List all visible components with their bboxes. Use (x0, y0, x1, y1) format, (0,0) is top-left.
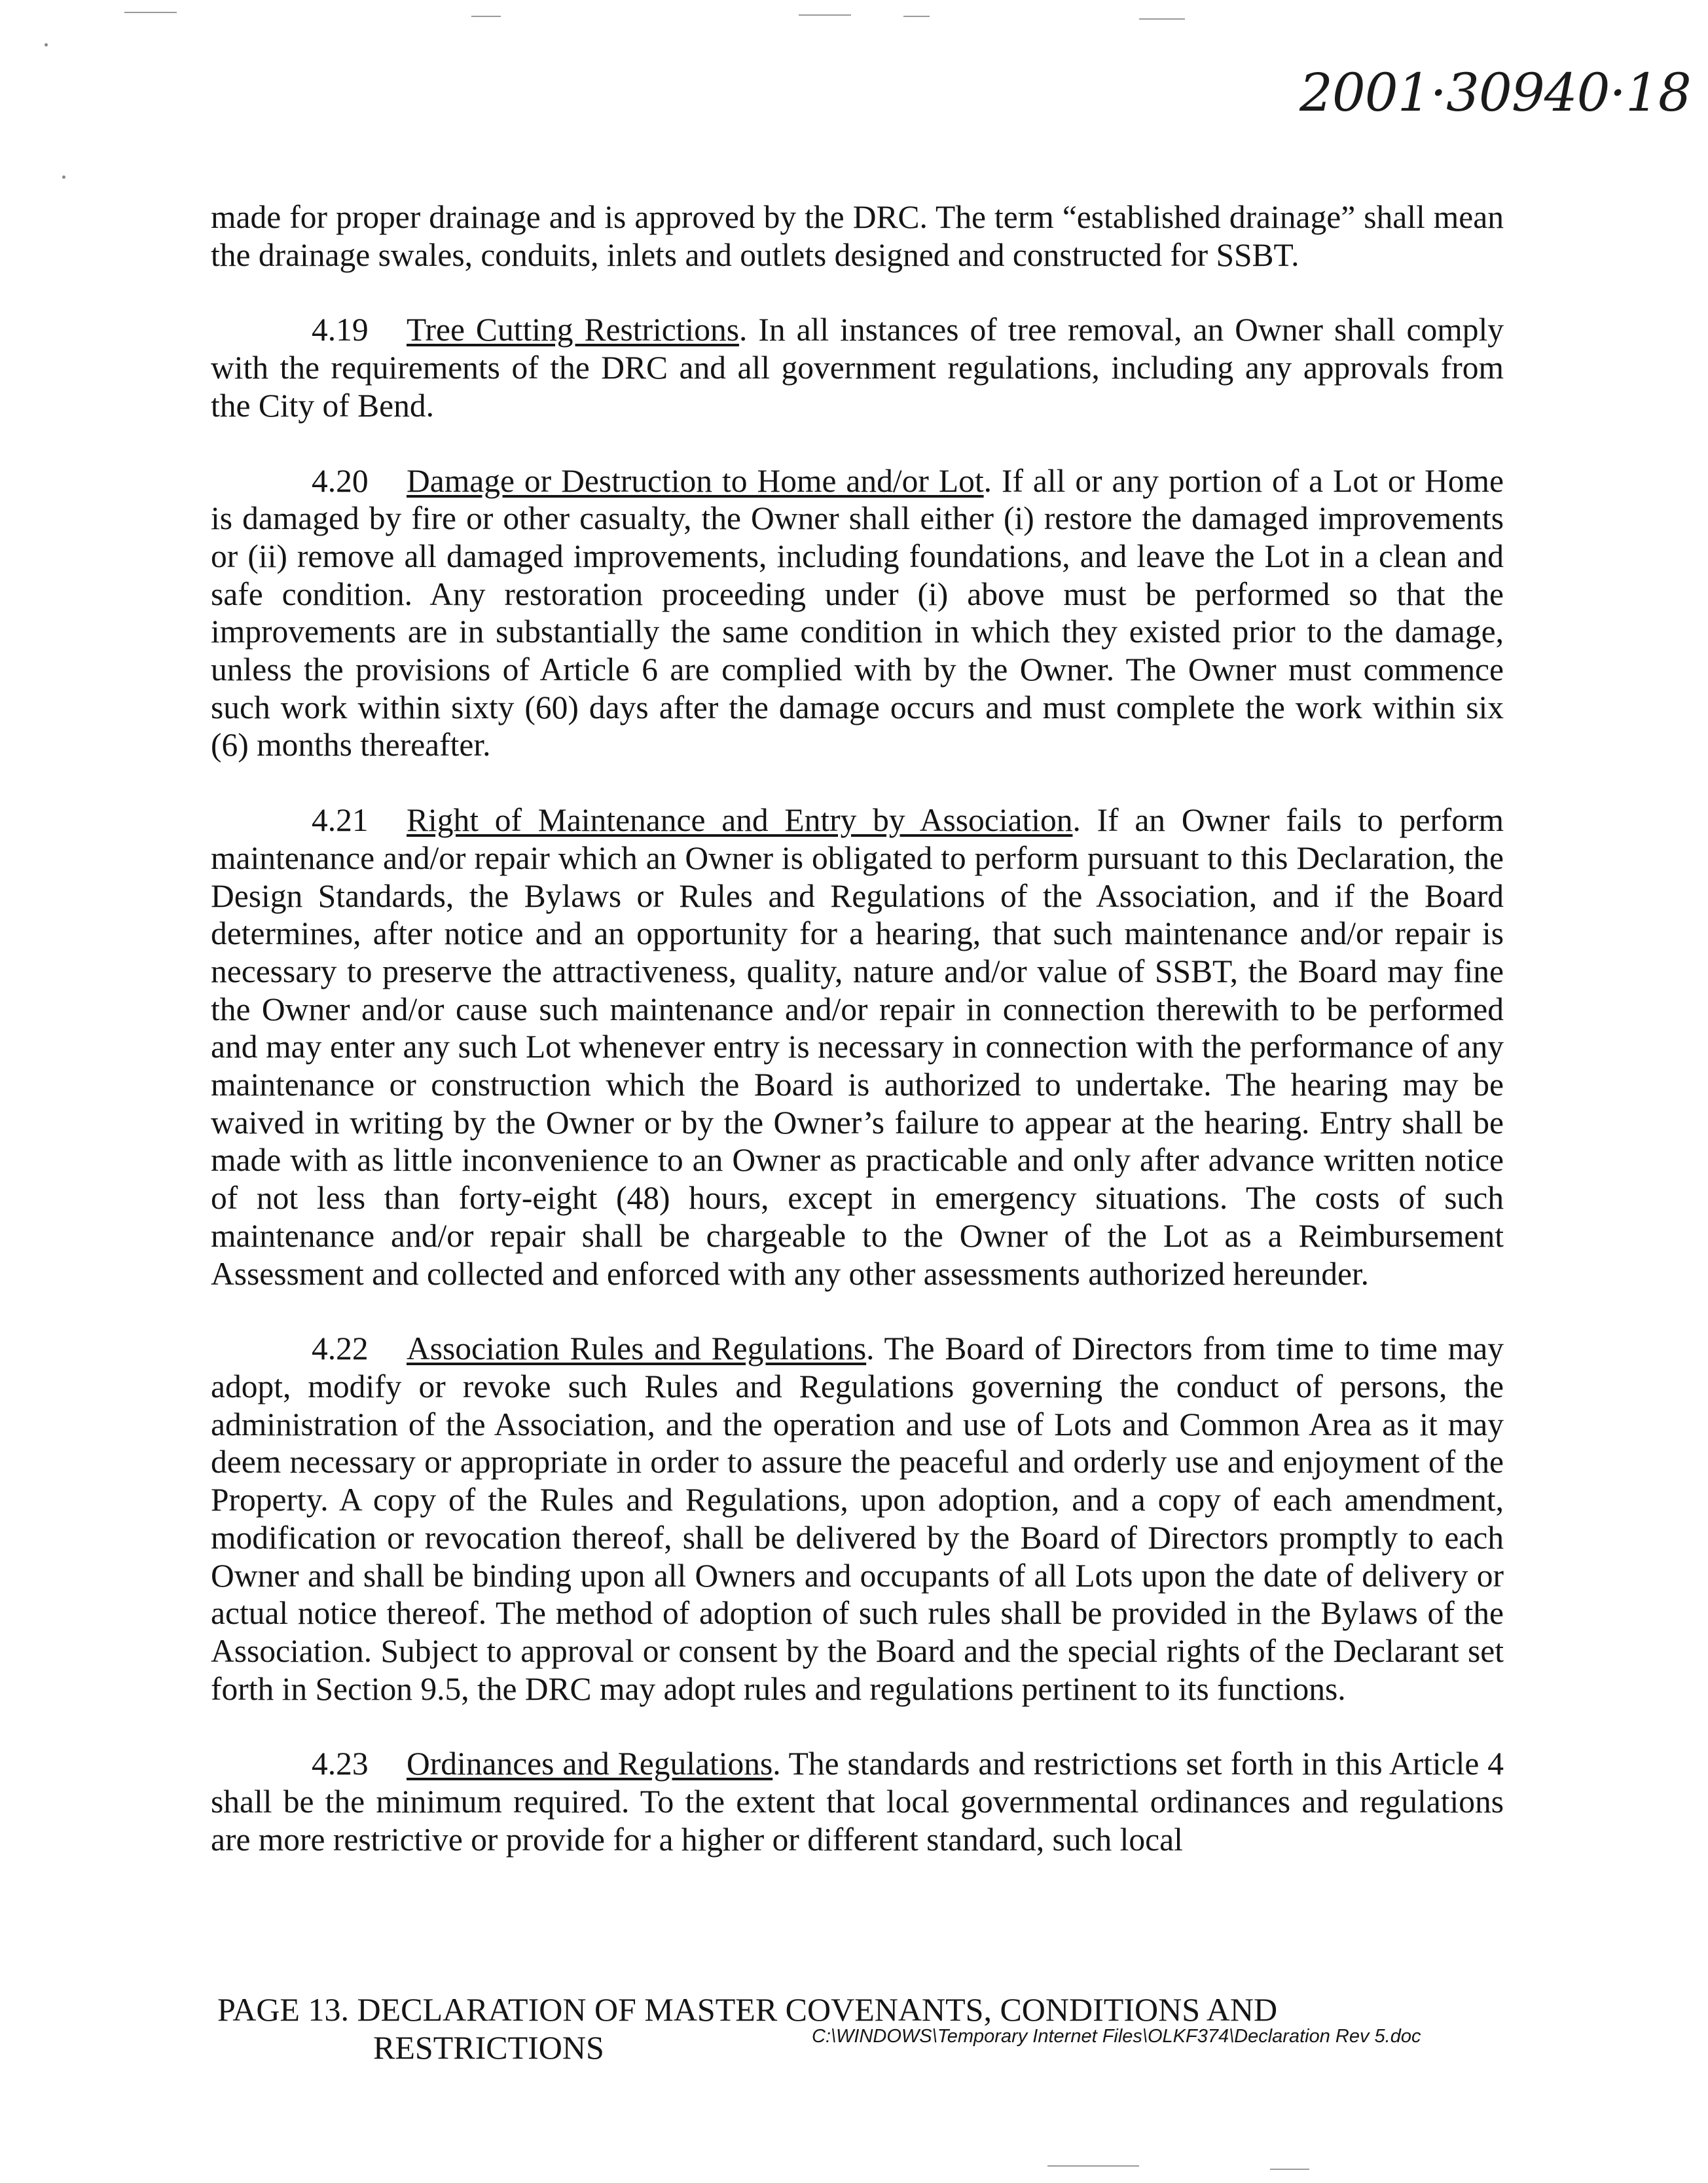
section-title: Damage or Destruction to Home and/or Lot (407, 462, 984, 499)
section-number: 4.21 (312, 802, 369, 839)
section-4-21 (211, 801, 1504, 1293)
section-title: Ordinances and Regulations (407, 1746, 773, 1782)
scan-artifact (903, 16, 930, 17)
section-text: . The Board of Directors from time to time may adopt, modify or revoke such Rules and Regulations governing the conduct of persons, the administration of the Association, and the operation and use of Lots and Common Area as it may deem necessary or appropriate in order to assure the peaceful and orderly use and enjoyment of the Property. A copy of the Rules and Regulations, upon adoption, and a copy of each amendment, modification or revocation thereof, shall be delivered by the Board of Directors promptly to each Owner and shall be binding upon all Owners and occupants of all Lots upon the date of delivery or actual notice thereof. The method of adoption of such rules shall be provided in the Bylaws of the Association. Subject to approval or consent by the Board and the special rights of the Declarant set forth in Section 9.5, the DRC may adopt rules and regulations pertinent to its functions. (211, 1330, 1504, 1707)
section-text: . The standards and restrictions set forth in this Article 4 shall be the minimum required. To the extent that local governmental ordinances and regulations are more restrictive or provide for a higher or different standard, such local (211, 1746, 1504, 1858)
section-4-22 (211, 1330, 1504, 1708)
scan-artifact (124, 12, 177, 13)
document-body (211, 198, 1504, 1896)
document-number-stamp: 2001·30940·18 (1299, 62, 1691, 123)
scan-artifact (45, 43, 48, 46)
section-4-19 (211, 311, 1504, 424)
section-number: 4.20 (312, 462, 369, 499)
scan-artifact (1047, 2165, 1139, 2167)
section-title: Right of Maintenance and Entry by Association (407, 802, 1073, 839)
section-title: Tree Cutting Restrictions (407, 312, 739, 348)
section-number: 4.19 (312, 312, 369, 348)
section-text: . In all instances of tree removal, an Owner shall comply with the requirements of the DRC and all government regulations, including any approvals from the City of Bend. (211, 312, 1504, 424)
paragraph-intro (211, 198, 1504, 274)
section-text: . If all or any portion of a Lot or Home is damaged by fire or other casualty, the Owner shall either (i) restore the damaged improvements or (ii) remove all damaged improvements, including foundations, and leave the Lot in a clean and safe condition. Any restoration proceeding under (i) above must be performed so that the improvements are in substantially the same condition in which they existed prior to the damage, unless the provisions of Article 6 are complied with by the Owner. The Owner must commence such work within sixty (60) days after the damage occurs and must complete the work within six (6) months thereafter. (211, 462, 1504, 763)
section-text: . If an Owner fails to perform maintenance and/or repair which an Owner is obligated to perform pursuant to this Declaration, the Design Standards, the Bylaws or Rules and Regulations of the Association, and if the Board determines, after notice and an opportunity for a hearing, that such maintenance and/or repair is necessary to preserve the attractiveness, quality, nature and/or value of SSBT, the Board may fine the Owner and/or cause such maintenance and/or repair in connection therewith to be performed and may enter any such Lot whenever entry is necessary in connection with the performance of any maintenance or construction which the Board is authorized to undertake. The hearing may be waived in writing by the Owner or by the Owner’s failure to appear at the hearing. Entry shall be made with as little inconvenience to an Owner as practicable and only after advance written notice of not less than forty-eight (48) hours, except in emergency situations. The costs of such maintenance and/or repair shall be chargeable to the Owner of the Lot as a Reimbursement Assessment and collected and enforced with any other assessments authorized hereunder. (211, 802, 1504, 1292)
scan-artifact (1139, 18, 1185, 20)
file-path: C:\WINDOWS\Temporary Internet Files\OLKF374\Declaration Rev 5.doc (812, 2026, 1421, 2047)
scan-artifact (799, 14, 851, 16)
scan-artifact (62, 175, 65, 179)
section-number: 4.22 (312, 1330, 369, 1367)
scan-artifact (1270, 2169, 1309, 2170)
scan-artifact (471, 16, 501, 17)
footer-line-1: PAGE 13. DECLARATION OF MASTER COVENANTS, CONDITIONS AND (217, 1991, 1278, 2028)
paragraph-text: made for proper drainage and is approved by the DRC. The term “established drainage” shall mean the drainage swales, conduits, inlets and outlets designed and constructed for SSBT. (211, 199, 1504, 273)
section-number: 4.23 (312, 1746, 369, 1782)
section-4-23 (211, 1745, 1504, 1858)
section-4-20 (211, 462, 1504, 765)
section-title: Association Rules and Regulations (407, 1330, 867, 1367)
footer-line-2: RESTRICTIONS (373, 2029, 604, 2066)
